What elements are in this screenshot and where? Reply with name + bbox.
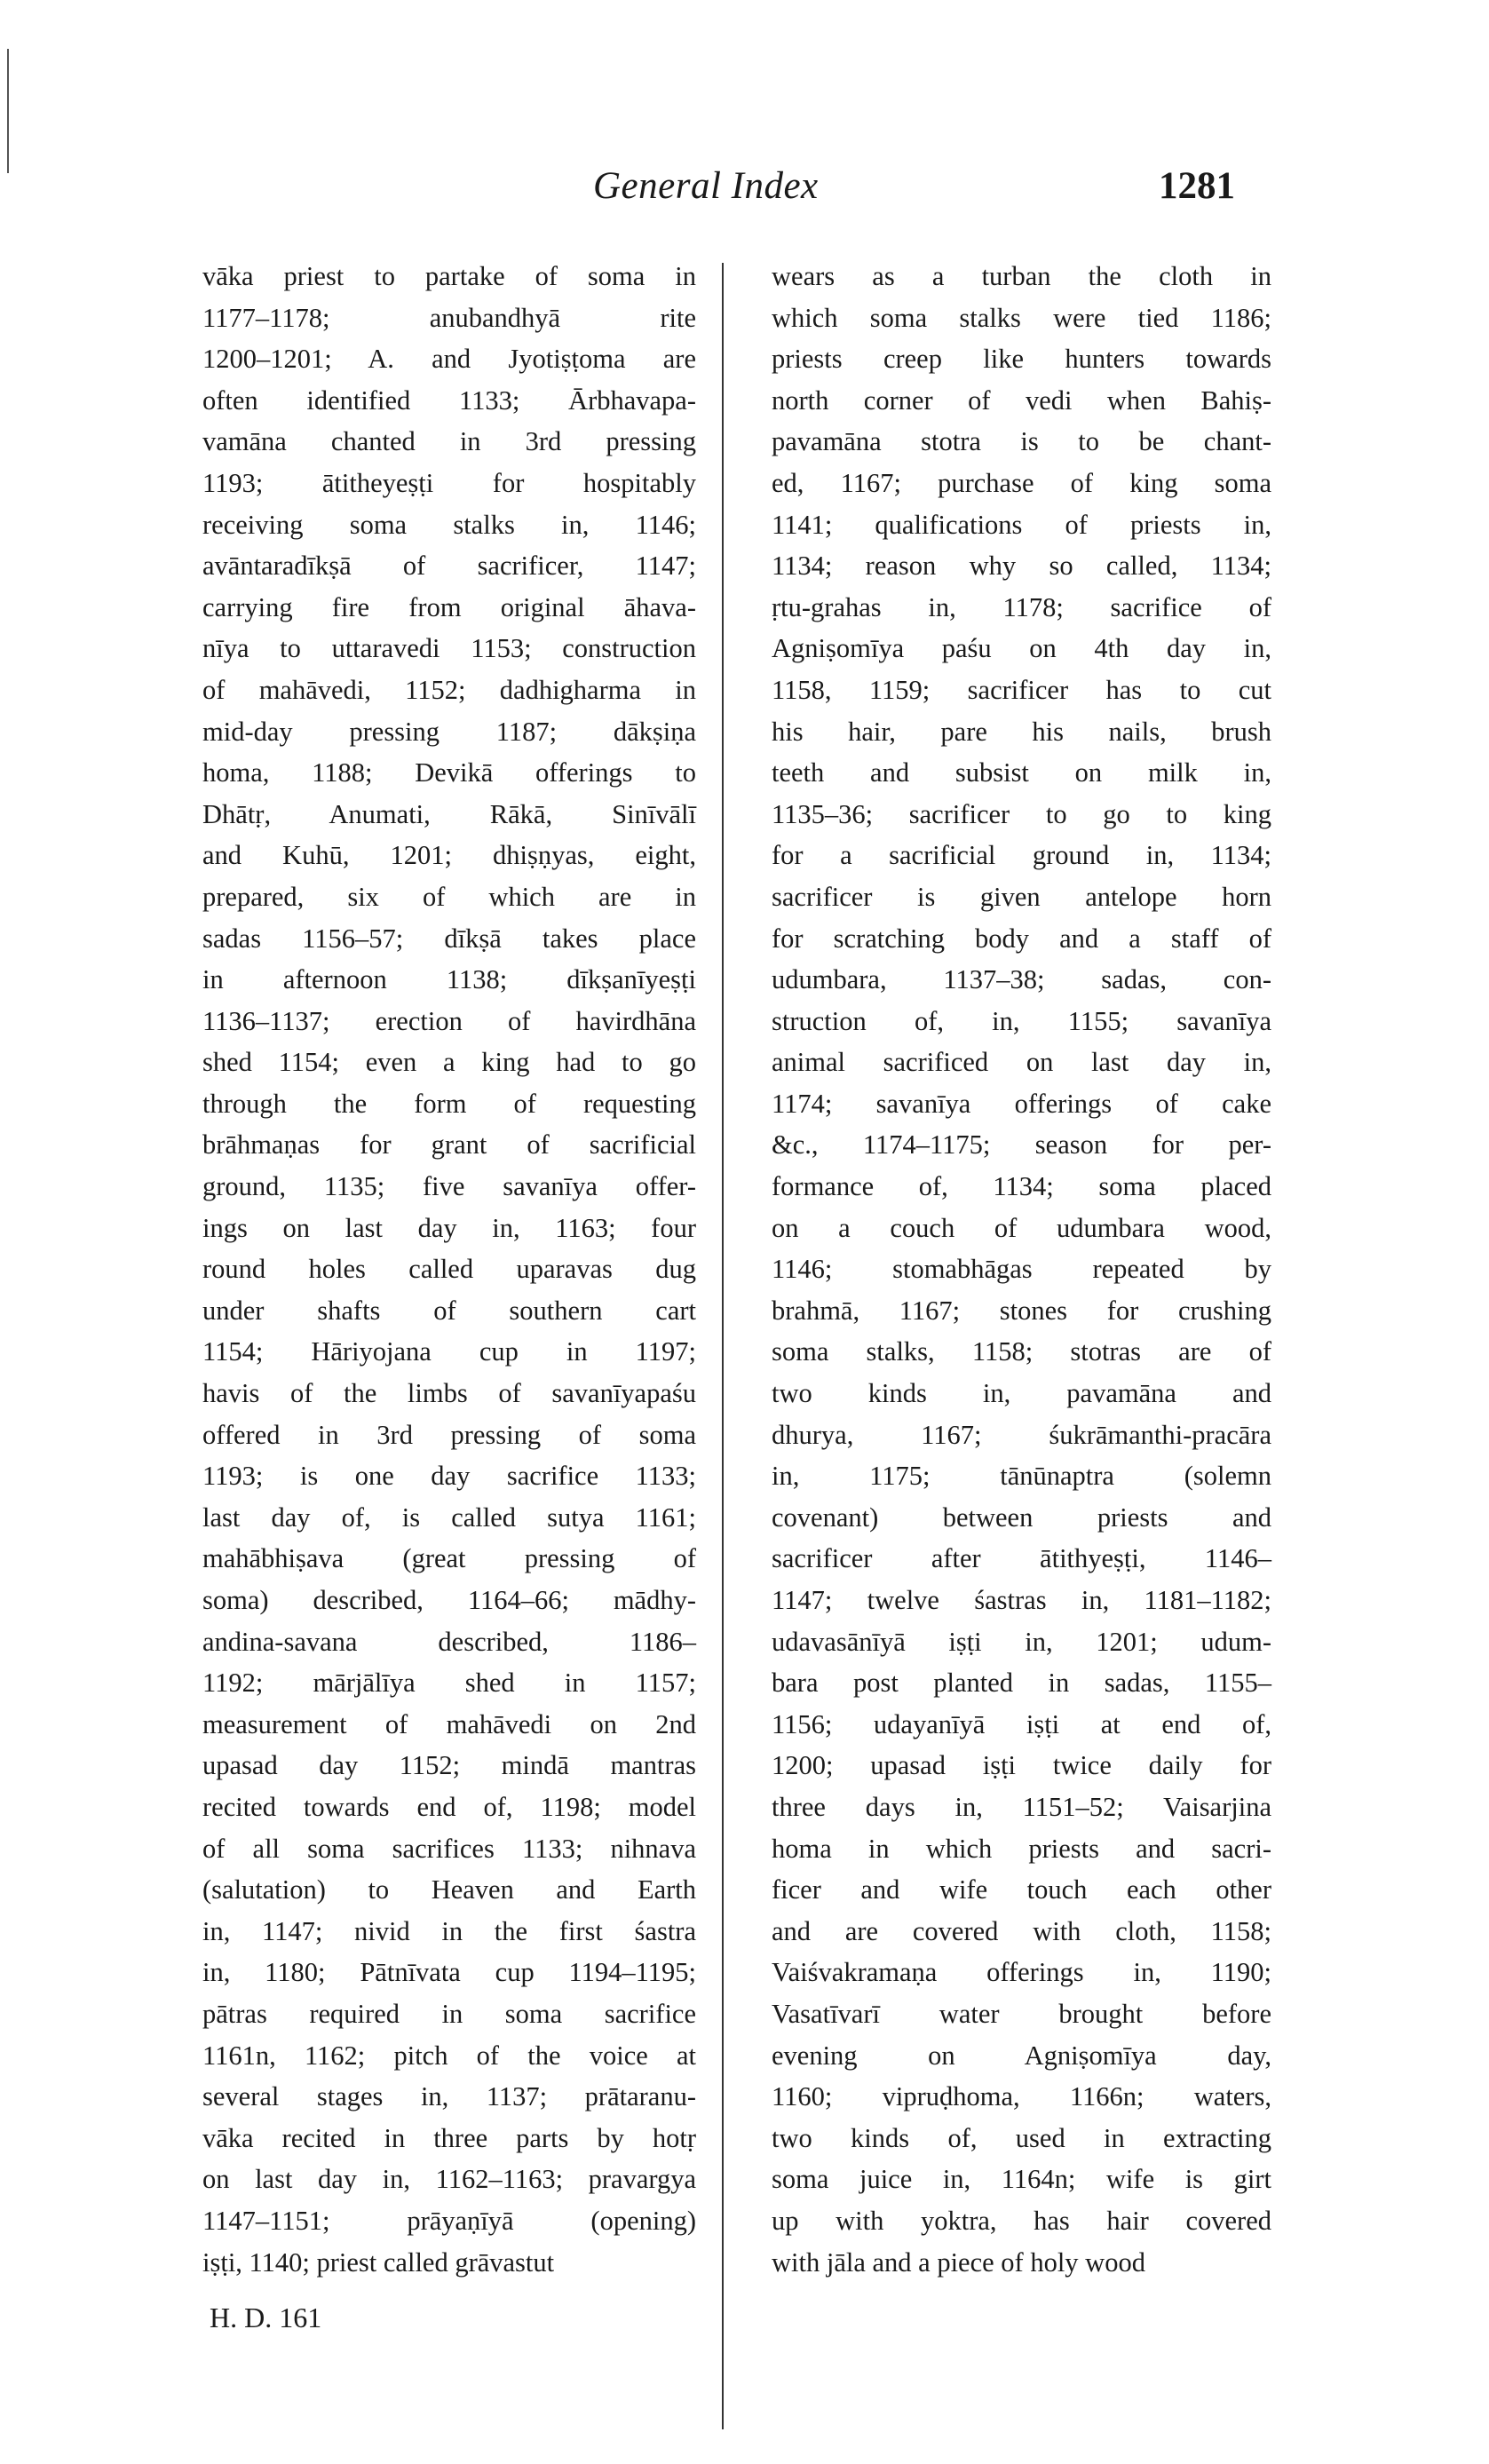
- index-line: Agniṣomīya paśu on 4th day in,: [772, 633, 1271, 664]
- index-line: in, 1147; nivid in the first śastra: [202, 1915, 696, 1946]
- index-line: for scratching body and a staff of: [772, 923, 1271, 954]
- index-line: evening on Agniṣomīya day,: [772, 2040, 1271, 2071]
- index-line: 1147–1151; prāyaṇīyā (opening): [202, 2205, 696, 2236]
- index-line: 1146; stomabhāgas repeated by: [772, 1254, 1271, 1285]
- index-line: Vasatīvarī water brought before: [772, 1998, 1271, 2029]
- index-line: ed, 1167; purchase of king soma: [772, 467, 1271, 498]
- index-line: teeth and subsist on milk in,: [772, 757, 1271, 788]
- index-line: three days in, 1151–52; Vaisarjina: [772, 1791, 1271, 1822]
- running-head: General Index: [593, 165, 819, 207]
- index-line: often identified 1133; Ārbhavapa-: [202, 384, 696, 416]
- index-line: recited towards end of, 1198; model: [202, 1791, 696, 1822]
- index-line: prepared, six of which are in: [202, 881, 696, 912]
- index-line: two kinds in, pavamāna and: [772, 1378, 1271, 1409]
- page-number: 1281: [1159, 165, 1235, 207]
- index-line: ficer and wife touch each other: [772, 1874, 1271, 1905]
- index-line: avāntaradīkṣā of sacrificer, 1147;: [202, 551, 696, 582]
- index-line: covenant) between priests and: [772, 1501, 1271, 1533]
- index-line: several stages in, 1137; prātaranu-: [202, 2081, 696, 2112]
- index-line: round holes called uparavas dug: [202, 1254, 696, 1285]
- index-line: north corner of vedi when Bahiṣ-: [772, 384, 1271, 416]
- index-line: under shafts of southern cart: [202, 1295, 696, 1326]
- index-line: nīya to uttaravedi 1153; construction: [202, 633, 696, 664]
- index-line: soma juice in, 1164n; wife is girt: [772, 2164, 1271, 2195]
- index-line: of mahāvedi, 1152; dadhigharma in: [202, 674, 696, 705]
- index-line: havis of the limbs of savanīyapaśu: [202, 1378, 696, 1409]
- index-line: sacrificer after ātithyeṣṭi, 1146–: [772, 1543, 1271, 1574]
- index-line: pātras required in soma sacrifice: [202, 1998, 696, 2029]
- index-column-left: [202, 256, 696, 2283]
- index-line: formance of, 1134; soma placed: [772, 1171, 1271, 1202]
- index-line: 1154; Hāriyojana cup in 1197;: [202, 1336, 696, 1367]
- index-line: struction of, in, 1155; savanīya: [772, 1005, 1271, 1036]
- index-line: dhurya, 1167; śukrāmanthi-pracāra: [772, 1419, 1271, 1450]
- index-line: 1141; qualifications of priests in,: [772, 509, 1271, 540]
- index-line: mid-day pressing 1187; dākṣiṇa: [202, 716, 696, 747]
- index-line: which soma stalks were tied 1186;: [772, 302, 1271, 333]
- index-line: in afternoon 1138; dīkṣanīyeṣṭi: [202, 964, 696, 995]
- index-line: 1147; twelve śastras in, 1181–1182;: [772, 1585, 1271, 1615]
- index-line: udumbara, 1137–38; sadas, con-: [772, 964, 1271, 995]
- index-line: up with yoktra, has hair covered: [772, 2205, 1271, 2236]
- index-line: pavamāna stotra is to be chant-: [772, 426, 1271, 457]
- index-line: iṣṭi, 1140; priest called grāvastut: [202, 2246, 555, 2278]
- index-line: 1193; is one day sacrifice 1133;: [202, 1461, 696, 1492]
- index-line: with jāla and a piece of holy wood: [772, 2246, 1145, 2278]
- index-line: 1177–1178; anubandhyā rite: [202, 302, 696, 333]
- index-line: upasad day 1152; mindā mantras: [202, 1750, 696, 1781]
- index-line: 1134; reason why so called, 1134;: [772, 551, 1271, 582]
- index-line: vamāna chanted in 3rd pressing: [202, 426, 696, 457]
- index-line: ṛtu-grahas in, 1178; sacrifice of: [772, 591, 1271, 622]
- index-line: his hair, pare his nails, brush: [772, 716, 1271, 747]
- index-line: and are covered with cloth, 1158;: [772, 1915, 1271, 1946]
- index-line: brāhmaṇas for grant of sacrificial: [202, 1129, 696, 1161]
- index-line: &c., 1174–1175; season for per-: [772, 1129, 1271, 1161]
- index-line: vāka recited in three parts by hotṛ: [202, 2122, 696, 2153]
- index-line: ings on last day in, 1163; four: [202, 1212, 696, 1243]
- index-line: 1200; upasad iṣṭi twice daily for: [772, 1750, 1271, 1781]
- index-line: in, 1175; tānūnaptra (solemn: [772, 1461, 1271, 1492]
- index-line: udavasānīyā iṣṭi in, 1201; udum-: [772, 1626, 1271, 1657]
- index-line: 1193; ātitheyeṣṭi for hospitably: [202, 467, 696, 498]
- index-line: for a sacrificial ground in, 1134;: [772, 840, 1271, 871]
- index-line: offered in 3rd pressing of soma: [202, 1419, 696, 1450]
- index-line: Vaiśvakramaṇa offerings in, 1190;: [772, 1957, 1271, 1988]
- index-line: vāka priest to partake of soma in: [202, 261, 696, 291]
- index-line: on last day in, 1162–1163; pravargya: [202, 2164, 696, 2195]
- index-line: in, 1180; Pātnīvata cup 1194–1195;: [202, 1957, 696, 1988]
- index-line: priests creep like hunters towards: [772, 344, 1271, 375]
- index-line: homa, 1188; Devikā offerings to: [202, 757, 696, 788]
- index-line: animal sacrificed on last day in,: [772, 1047, 1271, 1078]
- index-line: 1158, 1159; sacrificer has to cut: [772, 674, 1271, 705]
- index-line: brahmā, 1167; stones for crushing: [772, 1295, 1271, 1326]
- margin-rule: [7, 49, 9, 173]
- index-line: 1136–1137; erection of havirdhāna: [202, 1005, 696, 1036]
- index-line: 1160; vipruḍhoma, 1166n; waters,: [772, 2081, 1271, 2112]
- index-line: through the form of requesting: [202, 1088, 696, 1119]
- column-divider: [722, 263, 724, 2429]
- index-line: measurement of mahāvedi on 2nd: [202, 1708, 696, 1739]
- index-line: of all soma sacrifices 1133; nihnava: [202, 1833, 696, 1864]
- index-line: sacrificer is given antelope horn: [772, 881, 1271, 912]
- index-line: 1192; mārjālīya shed in 1157;: [202, 1668, 696, 1699]
- index-line: bara post planted in sadas, 1155–: [772, 1668, 1271, 1699]
- index-line: 1200–1201; A. and Jyotiṣṭoma are: [202, 344, 696, 375]
- index-line: wears as a turban the cloth in: [772, 261, 1271, 291]
- index-line: 1135–36; sacrificer to go to king: [772, 798, 1271, 829]
- index-line: and Kuhū, 1201; dhiṣṇyas, eight,: [202, 840, 696, 871]
- index-line: on a couch of udumbara wood,: [772, 1212, 1271, 1243]
- index-line: receiving soma stalks in, 1146;: [202, 509, 696, 540]
- page-header: [0, 164, 1489, 226]
- index-line: last day of, is called sutya 1161;: [202, 1501, 696, 1533]
- index-line: ground, 1135; five savanīya offer-: [202, 1171, 696, 1202]
- index-line: soma) described, 1164–66; mādhy-: [202, 1585, 696, 1615]
- index-line: two kinds of, used in extracting: [772, 2122, 1271, 2153]
- index-column-right: [772, 256, 1271, 2283]
- index-line: 1174; savanīya offerings of cake: [772, 1088, 1271, 1119]
- index-line: soma stalks, 1158; stotras are of: [772, 1336, 1271, 1367]
- index-line: carrying fire from original āhava-: [202, 591, 696, 622]
- index-line: andina-savana described, 1186–: [202, 1626, 696, 1657]
- index-line: mahābhiṣava (great pressing of: [202, 1543, 696, 1574]
- index-line: (salutation) to Heaven and Earth: [202, 1874, 696, 1905]
- index-line: homa in which priests and sacri-: [772, 1833, 1271, 1864]
- index-line: 1156; udayanīyā iṣṭi at end of,: [772, 1708, 1271, 1739]
- signature-mark: H. D. 161: [210, 2302, 322, 2333]
- index-line: sadas 1156–57; dīkṣā takes place: [202, 923, 696, 954]
- index-line: Dhātṛ, Anumati, Rākā, Sinīvālī: [202, 798, 696, 829]
- index-line: 1161n, 1162; pitch of the voice at: [202, 2040, 696, 2071]
- index-line: shed 1154; even a king had to go: [202, 1047, 696, 1078]
